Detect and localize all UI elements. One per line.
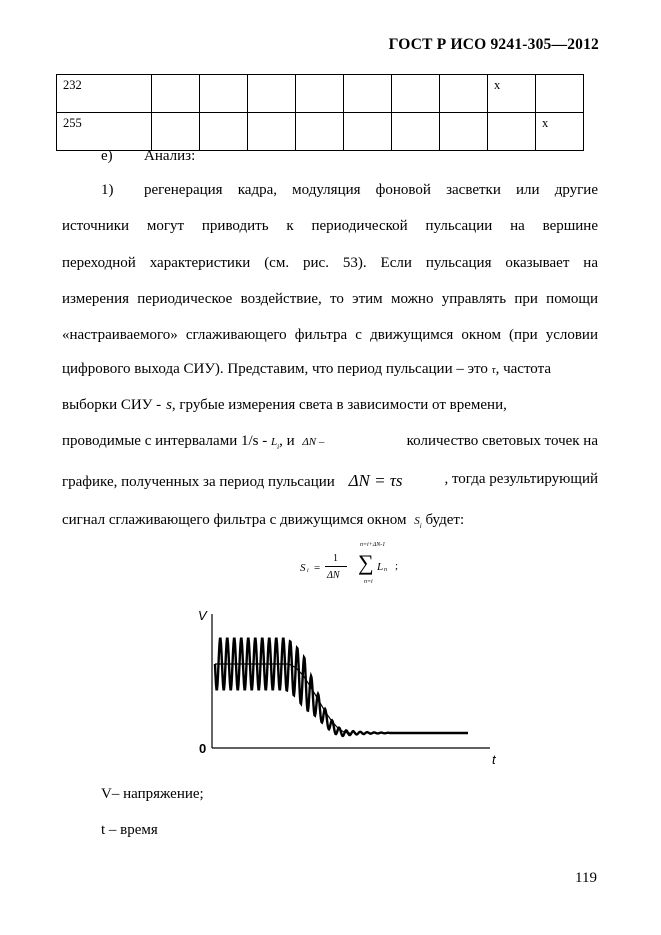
table-cell (440, 75, 487, 78)
analysis-heading: Анализ: (144, 148, 196, 164)
data-table (56, 74, 584, 151)
page-header: ГОСТ Р ИСО 9241-305—2012 (388, 36, 599, 53)
page-number: 119 (575, 870, 597, 886)
paragraph-line: выборки СИУ - s, грубые измерения света в зависимости от времени, (62, 397, 507, 413)
ripple-signal-curve (215, 639, 468, 736)
table-cell: x (494, 78, 501, 92)
s-symbol: s (166, 397, 172, 413)
smoothing-formula: S i = 1 ΔN n=i+ΔN-1 ∑ n=i L n ; (300, 542, 399, 585)
table-cell (200, 113, 247, 116)
table-cell (248, 113, 295, 116)
table-cell (296, 113, 343, 116)
delta-n-formula: ΔN = τs (348, 471, 403, 490)
paragraph-line: источники могут приводить к периодической пульсации на вершине (62, 218, 598, 234)
table-cell (296, 75, 343, 78)
fraction-bar (325, 566, 347, 567)
paragraph-line: «настраиваемого» сглаживающего фильтра с движущимся окном (при условии (62, 327, 598, 343)
paragraph-line: проводимые с интервалами $1/s - L_i$, и ΔN – количество световых точек на (62, 433, 598, 451)
table-row (57, 75, 584, 113)
x-axis-label: t (492, 752, 496, 767)
table-cell (248, 75, 295, 78)
origin-label: 0 (199, 741, 207, 756)
L-symbol: L (270, 436, 278, 448)
table-cell (488, 113, 535, 116)
table-cell (200, 75, 247, 78)
paragraph-line: переходной характеристики (см. рис. 53). Если пульсация оказывает на (62, 255, 598, 271)
table-cell (344, 75, 391, 78)
table-cell (344, 113, 391, 116)
paragraph-line: цифрового выхода СИУ). Представим, что период пульсации – это τ, частота (62, 361, 552, 377)
delta-n-symbol: ΔN – (302, 436, 325, 448)
list-marker-e: e) (101, 148, 113, 164)
table-cell (440, 113, 487, 116)
S-symbol: S (414, 515, 420, 527)
table-cell (392, 75, 439, 78)
table-row (57, 113, 584, 151)
list-marker-1: 1) (101, 182, 114, 198)
legend-time: t – время (101, 822, 158, 838)
table-cell (152, 113, 199, 116)
y-axis-label: V (198, 608, 207, 623)
legend-voltage: V– напряжение; (101, 786, 204, 802)
response-figure (190, 602, 510, 772)
paragraph-line: сигнал сглаживающего фильтра с движущимся окном $S_i$ будет: (62, 512, 465, 530)
table-cell (152, 75, 199, 78)
paragraph-line: измерения периодическое воздействие, то этим можно управлять при помощи (62, 291, 598, 307)
table-cell-label: 232 (57, 75, 152, 113)
table-cell (392, 113, 439, 116)
tau-symbol: τ (491, 364, 496, 376)
table-cell-label: 255 (57, 113, 152, 151)
sum-sign-icon: ∑ (358, 550, 374, 575)
table-cell (536, 75, 583, 78)
paragraph-line: графике, полученных за период пульсации ΔN = τs , тогда результирующий (62, 471, 598, 490)
paragraph-line: регенерация кадра, модуляция фоновой засветки или другие (144, 182, 598, 198)
table-cell: x (542, 116, 549, 130)
